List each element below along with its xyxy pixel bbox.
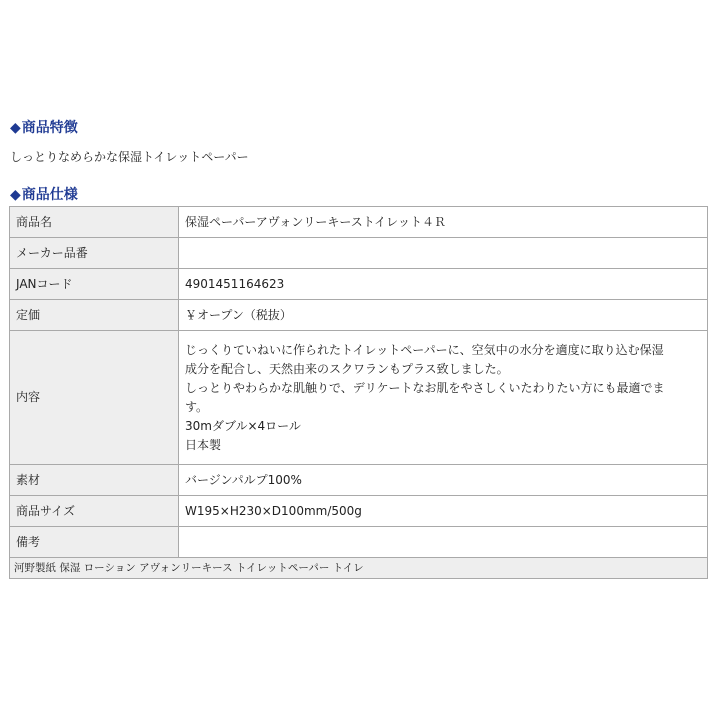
contents-line: しっとりやわらかな肌触りで、デリケートなお肌をやさしくいたわりたい方にも最適でま — [185, 380, 665, 395]
contents-line: じっくりていねいに作られたトイレットペーパーに、空気中の水分を適度に取り込む保湿 — [185, 342, 664, 357]
spec-label-product-name: 商品名 — [10, 207, 179, 238]
spec-label-jan-code: JANコード — [10, 269, 179, 300]
table-row — [10, 300, 708, 331]
contents-line: す。 — [185, 399, 209, 414]
spec-label-remarks: 備考 — [10, 527, 179, 558]
spec-label-maker-part-number: メーカー品番 — [10, 238, 179, 269]
contents-line: 日本製 — [185, 437, 222, 452]
table-row — [10, 331, 708, 465]
spec-footer-keywords: 河野製紙 保湿 ローション アヴォンリーキース トイレットペーパー トイレ — [10, 558, 708, 579]
spec-value-contents — [179, 331, 708, 465]
table-row — [10, 496, 708, 527]
spec-label-contents: 内容 — [10, 331, 179, 465]
section-title-features: 商品特徴 — [21, 120, 78, 136]
table-row — [10, 558, 708, 579]
spec-value-maker-part-number — [179, 238, 708, 269]
spec-value-material: バージンパルプ100% — [179, 465, 708, 496]
diamond-icon: ◆ — [10, 120, 21, 136]
spec-value-jan-code: 4901451164623 — [179, 269, 708, 300]
contents-line: 30mダブル×4ロール — [185, 418, 301, 433]
diamond-icon: ◆ — [10, 187, 21, 203]
spec-value-product-name: 保湿ペーパーアヴォンリーキーストイレット４Ｒ — [179, 207, 708, 238]
table-row — [10, 527, 708, 558]
spec-label-product-size: 商品サイズ — [10, 496, 179, 527]
spec-label-list-price: 定価 — [10, 300, 179, 331]
section-title-spec: 商品仕様 — [21, 187, 78, 203]
features-description: しっとりなめらかな保湿トイレットペーパー — [10, 150, 249, 164]
contents-line: 成分を配合し、天然由来のスクワランもプラス致しました。 — [185, 361, 509, 376]
table-row — [10, 465, 708, 496]
table-row — [10, 238, 708, 269]
spec-table — [9, 206, 708, 579]
table-row — [10, 207, 708, 238]
spec-value-remarks — [179, 527, 708, 558]
section-heading-features — [10, 119, 78, 137]
table-row — [10, 269, 708, 300]
spec-value-product-size: W195×H230×D100mm/500g — [179, 496, 708, 527]
section-heading-spec — [10, 186, 78, 204]
spec-label-material: 素材 — [10, 465, 179, 496]
spec-value-list-price: ￥オープン（税抜） — [179, 300, 708, 331]
